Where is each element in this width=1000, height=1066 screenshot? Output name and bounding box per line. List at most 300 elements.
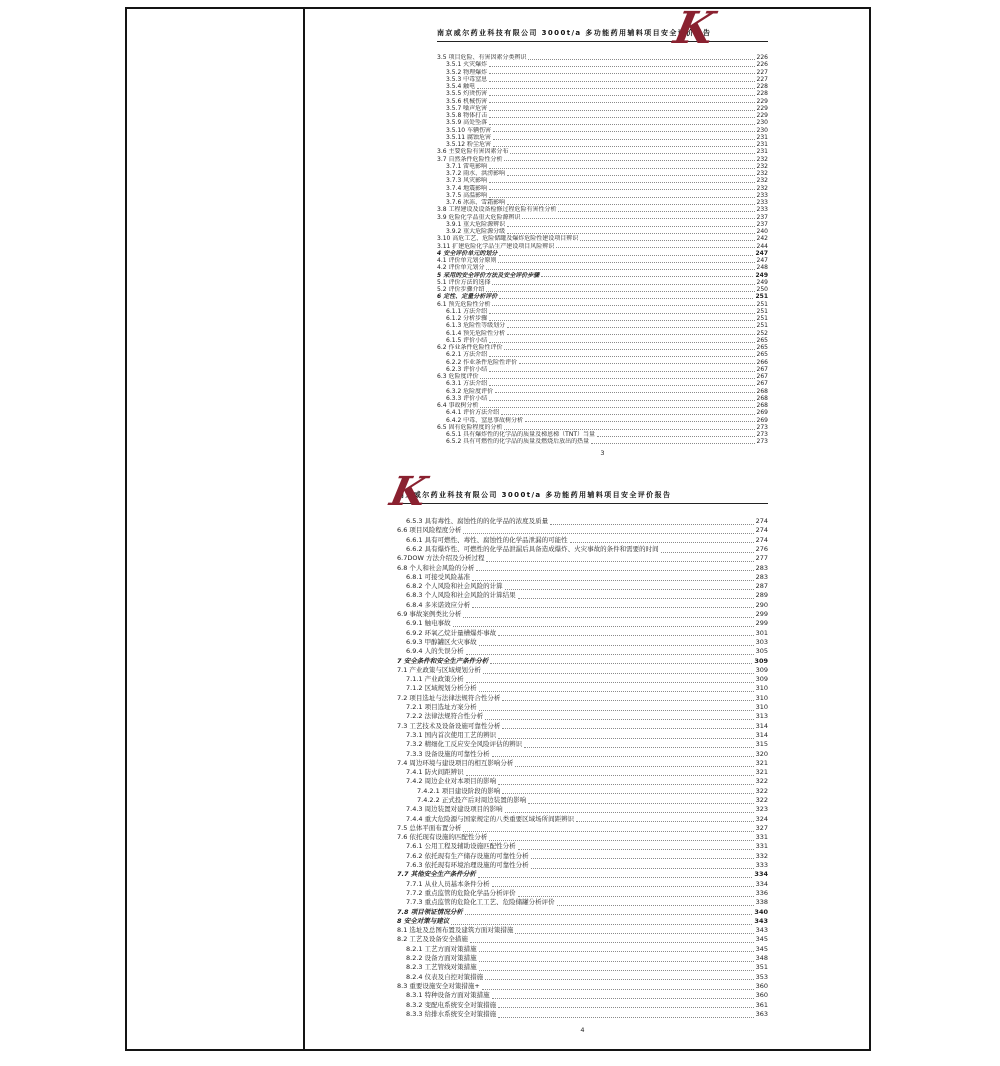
toc-entry-page-number: 237: [756, 213, 768, 221]
toc-dot-leader: [472, 580, 753, 581]
toc-dot-leader: [557, 905, 754, 906]
toc-dot-leader: [489, 371, 754, 372]
toc-entry-page-number: 232: [756, 155, 768, 163]
toc-entry-title: 6.3 危险度评价: [437, 373, 479, 381]
toc-entry: [397, 1000, 768, 1009]
toc-entry-page-number: 301: [755, 628, 768, 637]
toc-entry-page-number: 230: [756, 126, 768, 134]
toc-entry-title: 3.9.2 重大危险源分级: [446, 228, 506, 236]
toc-entry: [437, 359, 768, 366]
toc-entry-page-number: 277: [755, 554, 768, 563]
toc-entry: [397, 517, 768, 526]
toc-dot-leader: [479, 710, 754, 711]
toc-entry-title: 3.11 扩建危险化学品生产建设项目风险辨识: [437, 242, 555, 250]
toc-entry: [397, 591, 768, 600]
toc-dot-leader: [498, 635, 753, 636]
toc-entry-title: 8.2.4 仪表及自控对策措施: [406, 972, 484, 981]
toc-dot-leader: [490, 663, 752, 664]
toc-entry: [397, 889, 768, 898]
toc-entry: [397, 768, 768, 777]
toc-dot-leader: [504, 429, 754, 430]
toc-dot-leader: [492, 886, 754, 887]
toc-entry-title: 7.7.2 重点监管的危险化学品分析评价: [406, 888, 516, 897]
toc-dot-leader: [463, 831, 753, 832]
toc-entry-page-number: 228: [756, 83, 768, 91]
toc-entry: [397, 647, 768, 656]
toc-entry-page-number: 320: [755, 749, 768, 758]
toc-entry-title: 6.3.2 危险度评价: [446, 387, 494, 395]
toc-entry-title: 6 定性、定量分析评价: [437, 293, 498, 301]
toc-entry-page-number: 334: [754, 870, 768, 879]
toc-entry-title: 8.2.3 工艺管线对策措施: [406, 963, 477, 972]
toc-entry-title: 3.7.6 冰冻、雪霜影响: [446, 199, 506, 207]
toc-dot-leader: [507, 226, 754, 227]
toc-entry-title: 6.2.2 作业条件危险性评价: [446, 358, 518, 366]
toc-list: [437, 54, 768, 446]
toc-dot-leader: [492, 284, 754, 285]
toc-entry: [397, 545, 768, 554]
toc-entry: [437, 424, 768, 431]
toc-entry: [397, 722, 768, 731]
toc-entry-page-number: 226: [756, 61, 768, 69]
toc-entry: [437, 293, 768, 300]
toc-dot-leader: [498, 1017, 753, 1018]
toc-entry: [437, 170, 768, 177]
toc-entry-page-number: 340: [754, 907, 768, 916]
toc-entry-page-number: 229: [756, 97, 768, 105]
toc-entry-title: 3.7.3 风灾影响: [446, 177, 488, 185]
toc-entry-page-number: 273: [756, 438, 768, 446]
toc-dot-leader: [489, 124, 754, 125]
toc-entry-page-number: 231: [756, 133, 768, 141]
toc-entry-title: 6.2.1 方法介绍: [446, 351, 488, 359]
toc-entry-title: 3.5 项目危险、有害因素分类辨识: [437, 54, 527, 62]
toc-entry-page-number: 287: [755, 582, 768, 591]
toc-dot-leader: [524, 747, 753, 748]
toc-entry-page-number: 230: [756, 119, 768, 127]
toc-dot-leader: [482, 989, 754, 990]
toc-dot-leader: [519, 363, 754, 364]
toc-entry-title: 6.5.1 具有爆炸性的化学品的质量及梯恩梯（TNT）当量: [446, 431, 595, 439]
toc-entry: [437, 105, 768, 112]
toc-entry-page-number: 251: [756, 300, 768, 308]
toc-entry-page-number: 231: [756, 148, 768, 156]
toc-entry: [397, 805, 768, 814]
toc-dot-leader: [479, 645, 754, 646]
toc-entry-page-number: 283: [755, 563, 768, 572]
toc-dot-leader: [528, 59, 754, 60]
toc-entry: [397, 833, 768, 842]
toc-entry: [437, 221, 768, 228]
toc-entry: [397, 907, 768, 916]
toc-entry: [397, 824, 768, 833]
toc-entry-title: 7.2.2 法律法规符合性分析: [406, 712, 484, 721]
toc-entry-title: 7 安全条件和安全生产条件分析: [397, 656, 489, 665]
toc-dot-leader: [465, 914, 753, 915]
toc-entry: [397, 731, 768, 740]
toc-entry: [397, 582, 768, 591]
toc-dot-leader: [505, 812, 754, 813]
toc-entry-page-number: 267: [756, 365, 768, 373]
toc-entry-page-number: 321: [755, 758, 768, 767]
toc-entry-page-number: 252: [756, 329, 768, 337]
toc-entry-page-number: 310: [755, 703, 768, 712]
toc-entry-page-number: 269: [756, 416, 768, 424]
toc-entry-page-number: 276: [755, 544, 768, 553]
toc-entry-title: 6.3.1 方法介绍: [446, 380, 488, 388]
toc-dot-leader: [507, 233, 754, 234]
toc-entry-title: 6.1.2 分析步骤: [446, 315, 488, 323]
toc-dot-leader: [489, 168, 754, 169]
toc-entry-page-number: 249: [755, 271, 768, 279]
toc-entry: [437, 279, 768, 286]
toc-entry-page-number: 251: [755, 293, 768, 301]
toc-entry-title: 6.6 项目风险程度分析: [397, 526, 462, 535]
toc-entry-title: 7.4.2.2 正式投产后对周边装置的影响: [417, 796, 527, 804]
toc-list: [397, 517, 768, 1019]
toc-entry-page-number: 331: [755, 842, 768, 851]
toc-entry-title: 7.4.2 周边企业对本项目的影响: [406, 777, 497, 786]
toc-entry-page-number: 265: [756, 351, 768, 359]
toc-entry: [397, 536, 768, 545]
toc-entry-page-number: 274: [755, 526, 768, 535]
toc-entry: [397, 601, 768, 610]
toc-entry-title: 3.6 主要危险有害因素分布: [437, 148, 509, 156]
toc-dot-leader: [518, 849, 754, 850]
toc-dot-leader: [504, 160, 754, 161]
toc-entry-title: 3.7.4 地震影响: [446, 184, 488, 192]
toc-entry: [437, 199, 768, 206]
toc-entry-title: 8.2.1 工艺方面对策措施: [406, 944, 477, 953]
toc-entry-page-number: 274: [755, 535, 768, 544]
toc-entry: [437, 257, 768, 264]
toc-entry-title: 7.3 工艺技术及设备设施可靠性分析: [397, 721, 501, 730]
toc-entry: [437, 127, 768, 134]
toc-entry-title: 3.5.2 物理爆炸: [446, 68, 488, 76]
toc-dot-leader: [499, 298, 753, 299]
toc-entry: [397, 666, 768, 675]
toc-dot-leader: [531, 858, 754, 859]
toc-entry: [397, 982, 768, 991]
toc-dot-leader: [480, 407, 754, 408]
toc-entry-page-number: 283: [755, 572, 768, 581]
toc-entry-page-number: 348: [755, 954, 768, 963]
toc-entry: [397, 842, 768, 851]
toc-entry-page-number: 232: [756, 177, 768, 185]
toc-entry: [397, 619, 768, 628]
toc-entry-title: 6.1.4 预先危险性分析: [446, 329, 506, 337]
column-divider: [303, 9, 305, 1049]
toc-entry-title: 3.5.5 灼烫伤害: [446, 90, 488, 98]
toc-entry-title: 6.9.1 触电事故: [406, 619, 451, 628]
toc-entry: [437, 83, 768, 90]
toc-entry: [437, 380, 768, 387]
toc-dot-leader: [510, 153, 754, 154]
toc-entry: [437, 250, 768, 257]
toc-dot-leader: [480, 378, 754, 379]
toc-entry: [437, 228, 768, 235]
toc-dot-leader: [489, 95, 754, 96]
toc-entry-title: 7.1 产业政策与区域规划分析: [397, 665, 481, 674]
toc-entry-title: 6.3.3 评价小结: [446, 394, 488, 402]
toc-dot-leader: [489, 400, 754, 401]
toc-entry-title: 6.5.2 具有可燃性的化学品的质量及燃烧后放出的热量: [446, 438, 590, 446]
toc-dot-leader: [489, 117, 754, 118]
toc-entry-title: 7.8 项目领证情况分析: [397, 907, 463, 916]
toc-entry-page-number: 343: [755, 926, 768, 935]
toc-entry-page-number: 322: [755, 786, 768, 795]
toc-entry-title: 6.2.3 评价小结: [446, 365, 488, 373]
toc-entry-title: 7.6 依托现有设施的匹配性分析: [397, 833, 488, 842]
toc-entry-title: 7.2.1 项目选址方案分析: [406, 703, 477, 712]
toc-dot-leader: [507, 175, 754, 176]
toc-entry: [397, 880, 768, 889]
toc-entry: [397, 675, 768, 684]
toc-dot-leader: [486, 269, 754, 270]
toc-dot-leader: [466, 654, 754, 655]
toc-entry-title: 6.4.1 评价方法介绍: [446, 409, 500, 417]
toc-entry-title: 6.9.2 环氧乙烷计量槽爆炸事故: [406, 628, 497, 637]
toc-entry-title: 7.4 周边环境与建设项目的相互影响分析: [397, 758, 514, 767]
toc-entry-page-number: 232: [756, 184, 768, 192]
toc-entry: [437, 409, 768, 416]
toc-entry: [397, 777, 768, 786]
toc-entry: [397, 926, 768, 935]
toc-entry: [397, 796, 768, 805]
toc-entry: [397, 945, 768, 954]
toc-entry: [437, 134, 768, 141]
company-logo-icon: K: [386, 468, 431, 515]
toc-entry: [397, 973, 768, 982]
toc-dot-leader: [489, 66, 754, 67]
toc-entry: [397, 852, 768, 861]
toc-dot-leader: [489, 197, 754, 198]
toc-entry-title: 8 安全对策与建议: [397, 916, 450, 925]
toc-entry-title: 3.5.9 高处坠落: [446, 119, 488, 127]
toc-entry-page-number: 273: [756, 423, 768, 431]
toc-entry-page-number: 361: [755, 1000, 768, 1009]
toc-dot-leader: [556, 247, 754, 248]
toc-dot-leader: [466, 775, 754, 776]
toc-entry: [437, 214, 768, 221]
toc-entry-page-number: 227: [756, 68, 768, 76]
toc-entry-title: 8.2.2 设备方面对策措施: [406, 954, 477, 963]
toc-dot-leader: [492, 998, 754, 999]
toc-entry-page-number: 229: [756, 104, 768, 112]
toc-entry-page-number: 324: [755, 814, 768, 823]
toc-entry-title: 3.7.2 雨水、洪涝影响: [446, 170, 506, 178]
toc-entry: [397, 656, 768, 665]
toc-entry-title: 3.5.11 腐蚀危害: [446, 133, 491, 141]
toc-dot-leader: [451, 924, 752, 925]
toc-entry-title: 7.6.2 依托现有生产储存设施的可靠性分析: [406, 851, 529, 860]
toc-entry: [437, 177, 768, 184]
toc-entry-title: 7.4.3 周边装置对建设项目的影响: [406, 805, 503, 814]
toc-entry-page-number: 273: [756, 431, 768, 439]
toc-entry-title: 7.1.2 区域规划分析分析: [406, 684, 477, 693]
toc-entry-title: 3.5.7 噪声危害: [446, 104, 488, 112]
toc-entry-page-number: 309: [755, 675, 768, 684]
toc-dot-leader: [492, 305, 754, 306]
toc-entry-title: 8.3 重要设施安全对策措施+: [397, 981, 480, 990]
toc-dot-leader: [493, 131, 755, 132]
toc-dot-leader: [518, 896, 754, 897]
toc-entry-page-number: 249: [756, 278, 768, 286]
toc-entry: [437, 272, 768, 279]
toc-entry-title: 3.9.1 重大危险源辨识: [446, 220, 506, 228]
toc-entry: [397, 703, 768, 712]
toc-entry: [437, 69, 768, 76]
toc-dot-leader: [576, 821, 753, 822]
toc-dot-leader: [486, 561, 753, 562]
toc-entry-title: 6.7DOW 方法介绍及分析过程: [397, 554, 485, 563]
toc-entry-title: 3.9 危险化学品重大危险源辨识: [437, 213, 521, 221]
toc-entry-page-number: 227: [756, 75, 768, 83]
toc-entry-page-number: 323: [755, 805, 768, 814]
toc-entry: [437, 366, 768, 373]
toc-entry-title: 7.4.1 防火间距辨识: [406, 768, 464, 777]
toc-dot-leader: [493, 146, 755, 147]
toc-entry-page-number: 251: [756, 315, 768, 323]
toc-entry-page-number: 314: [755, 730, 768, 739]
toc-page-3: [437, 3, 768, 457]
toc-entry: [437, 308, 768, 315]
company-logo-icon: K: [669, 3, 719, 54]
toc-entry: [397, 749, 768, 758]
toc-dot-leader: [502, 728, 753, 729]
toc-dot-leader: [507, 327, 754, 328]
toc-dot-leader: [466, 682, 754, 683]
toc-entry-page-number: 289: [755, 591, 768, 600]
toc-entry-page-number: 360: [755, 981, 768, 990]
toc-dot-leader: [591, 443, 754, 444]
toc-entry-page-number: 247: [755, 249, 768, 257]
toc-dot-leader: [498, 262, 754, 263]
toc-entry-page-number: 226: [756, 54, 768, 62]
toc-entry-page-number: 290: [755, 600, 768, 609]
toc-dot-leader: [495, 392, 754, 393]
toc-entry: [397, 963, 768, 972]
toc-entry: [437, 395, 768, 402]
toc-entry-title: 8.1 选址及总图布置及建筑方面对策措施: [397, 926, 514, 935]
toc-entry: [437, 185, 768, 192]
toc-entry-title: 6.5 固有危险程度的分析: [437, 423, 503, 431]
toc-entry-page-number: 231: [756, 141, 768, 149]
toc-dot-leader: [502, 700, 753, 701]
toc-entry: [397, 935, 768, 944]
toc-entry: [397, 573, 768, 582]
toc-entry: [437, 373, 768, 380]
toc-dot-leader: [498, 784, 753, 785]
toc-dot-leader: [489, 81, 754, 82]
toc-entry-title: 7.1.1 产业政策分析: [406, 675, 464, 684]
toc-entry-page-number: 345: [755, 944, 768, 953]
toc-entry: [437, 163, 768, 170]
toc-entry-page-number: 310: [755, 684, 768, 693]
toc-entry-page-number: 232: [756, 162, 768, 170]
toc-entry-page-number: 237: [756, 220, 768, 228]
toc-entry: [437, 301, 768, 308]
toc-entry-title: 3.5.12 粉尘危害: [446, 141, 491, 149]
toc-entry-title: 7.4.2.1 项目建设阶段的影响: [417, 786, 501, 795]
toc-entry-page-number: 336: [755, 888, 768, 897]
toc-entry-page-number: 244: [756, 242, 768, 250]
page-number: 3: [600, 448, 605, 457]
toc-dot-leader: [463, 617, 753, 618]
toc-entry-page-number: 268: [756, 387, 768, 395]
toc-entry-title: 5 采用的安全评价方法及安全评价步骤: [437, 271, 540, 279]
toc-entry-title: 8.3.2 变配电系统安全对策措施: [406, 1000, 497, 1009]
toc-entry-page-number: 314: [755, 721, 768, 730]
toc-entry-title: 8.2 工艺及设备安全措施: [397, 935, 468, 944]
toc-dot-leader: [515, 933, 753, 934]
toc-dot-leader: [558, 211, 754, 212]
toc-entry-title: 6.9.3 甲醇罐区火灾事故: [406, 637, 477, 646]
toc-dot-leader: [479, 961, 754, 962]
toc-entry: [397, 694, 768, 703]
toc-entry-title: 7.3.2 精细化工反应安全风险评估的辨识: [406, 740, 523, 749]
toc-entry-page-number: 274: [755, 517, 768, 526]
toc-dot-leader: [498, 1007, 753, 1008]
toc-entry-title: 4.1 评价单元划分原则: [437, 257, 497, 265]
toc-entry-page-number: 266: [756, 358, 768, 366]
toc-entry: [397, 712, 768, 721]
toc-dot-leader: [518, 598, 754, 599]
toc-dot-leader: [493, 139, 755, 140]
toc-dot-leader: [485, 979, 753, 980]
toc-entry: [397, 954, 768, 963]
toc-entry-page-number: 228: [756, 90, 768, 98]
toc-dot-leader: [504, 349, 754, 350]
toc-entry: [437, 98, 768, 105]
toc-dot-leader: [463, 533, 753, 534]
toc-entry-title: 3.8 工程建设及设备检修过程危险有害性分析: [437, 206, 557, 214]
toc-dot-leader: [505, 589, 754, 590]
toc-entry: [437, 388, 768, 395]
toc-entry-title: 6.1 预先危险性分析: [437, 300, 491, 308]
toc-dot-leader: [489, 182, 754, 183]
toc-dot-leader: [507, 334, 754, 335]
toc-entry: [437, 264, 768, 271]
toc-entry-page-number: 251: [756, 307, 768, 315]
toc-dot-leader: [489, 110, 754, 111]
toc-dot-leader: [501, 414, 754, 415]
toc-entry-title: 7.4.4 重大危险源与国家规定的八类重要区域场所间距辨识: [406, 814, 575, 823]
toc-entry-title: 6.9 事故案例类比分析: [397, 610, 462, 619]
toc-entry-page-number: 267: [756, 373, 768, 381]
toc-entry-page-number: 322: [755, 777, 768, 786]
toc-entry-page-number: 267: [756, 380, 768, 388]
toc-dot-leader: [476, 570, 753, 571]
toc-entry-title: 3.5.1 火灾爆炸: [446, 61, 488, 69]
toc-entry: [397, 870, 768, 879]
toc-entry: [397, 554, 768, 563]
toc-entry-page-number: 332: [755, 851, 768, 860]
toc-entry: [437, 206, 768, 213]
toc-entry-page-number: 299: [755, 610, 768, 619]
toc-entry: [397, 638, 768, 647]
toc-entry: [397, 759, 768, 768]
toc-entry: [397, 684, 768, 693]
toc-entry: [437, 322, 768, 329]
toc-dot-leader: [470, 942, 754, 943]
toc-entry-title: 6.6.1 具有可燃性、毒性、腐蚀性的化学品泄漏的可能性: [406, 535, 568, 544]
toc-entry-page-number: 248: [756, 264, 768, 272]
toc-entry-page-number: 251: [756, 322, 768, 330]
toc-entry: [437, 344, 768, 351]
toc-entry: [437, 235, 768, 242]
toc-entry-page-number: 250: [756, 286, 768, 294]
